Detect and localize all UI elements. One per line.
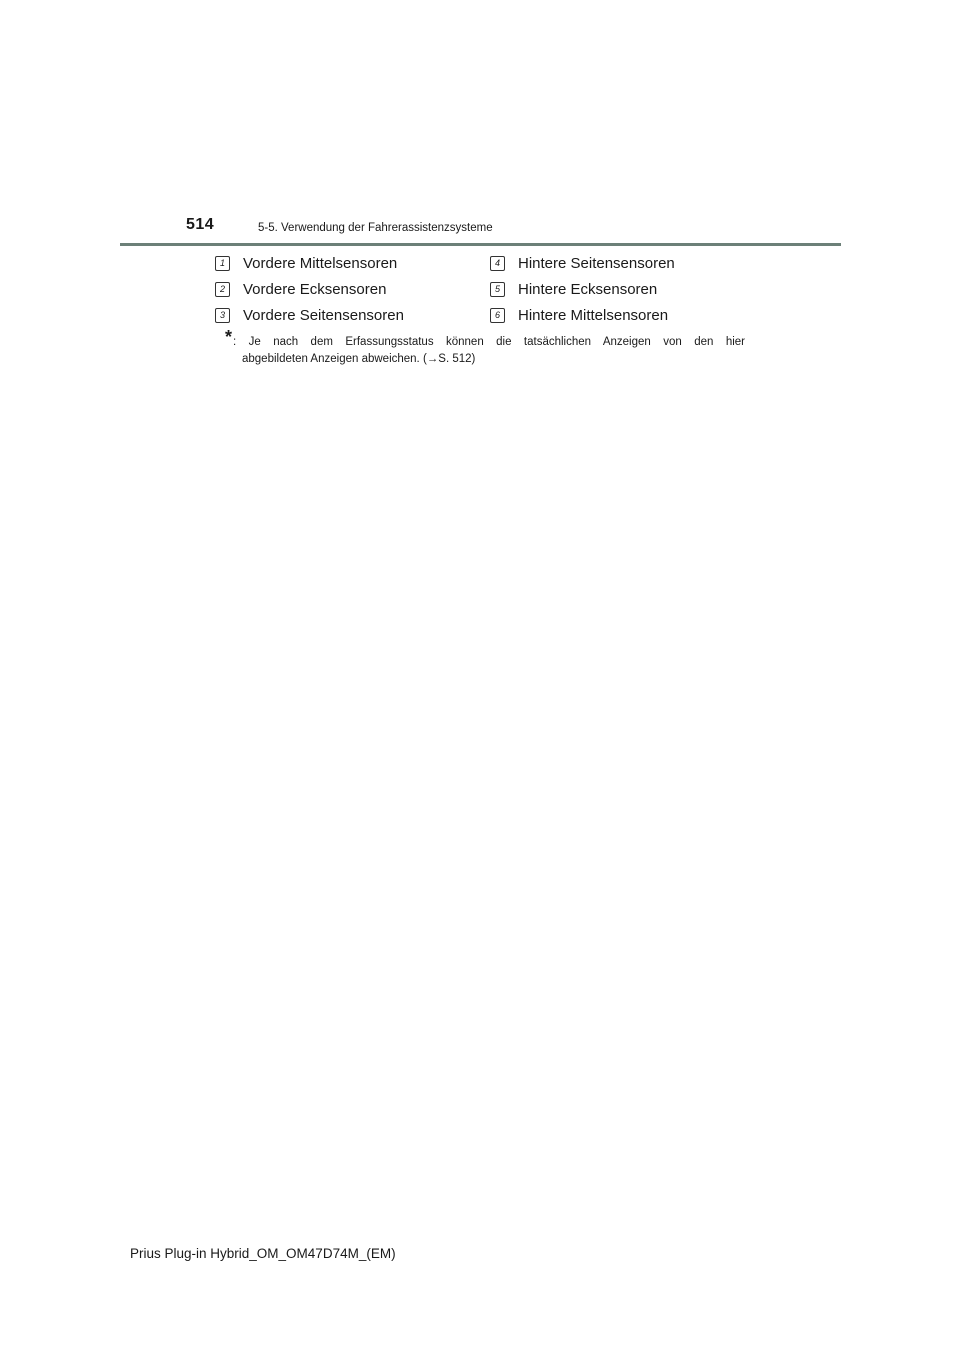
number-badge-5: 5	[490, 282, 505, 297]
footer-document-id: Prius Plug-in Hybrid_OM_OM47D74M_(EM)	[130, 1246, 396, 1261]
section-title: 5-5. Verwendung der Fahrerassistenzsysteme	[258, 222, 493, 234]
legend-label-1: Vordere Mittelsensoren	[243, 255, 398, 272]
legend-label-2: Vordere Ecksensoren	[243, 281, 387, 298]
footnote	[225, 327, 745, 368]
number-badge-2: 2	[215, 282, 230, 297]
header-rule	[120, 243, 841, 246]
number-badge-3: 3	[215, 308, 230, 323]
legend-label-6: Hintere Mittelsensoren	[518, 307, 669, 324]
legend-label-3: Vordere Seitensensoren	[243, 307, 404, 324]
page-number: 514	[186, 216, 215, 233]
legend-item-2	[215, 281, 386, 298]
legend-item-4	[490, 255, 675, 272]
footnote-line-1: : Je nach dem Erfassungsstatus können die tatsächlichen Anzeigen von den hier	[233, 336, 745, 348]
legend-item-6	[490, 307, 668, 324]
number-badge-4: 4	[490, 256, 505, 271]
footnote-line-2: abgebildeten Anzeigen abweichen. (→S. 512)	[242, 353, 476, 365]
legend-item-5	[490, 281, 657, 298]
legend-item-3	[215, 307, 404, 324]
number-badge-1: 1	[215, 256, 230, 271]
legend-label-4: Hintere Seitensensoren	[518, 255, 675, 272]
footnote-marker: *	[225, 327, 233, 347]
legend-item-1	[215, 255, 397, 272]
number-badge-6: 6	[490, 308, 505, 323]
legend-label-5: Hintere Ecksensoren	[518, 281, 658, 298]
